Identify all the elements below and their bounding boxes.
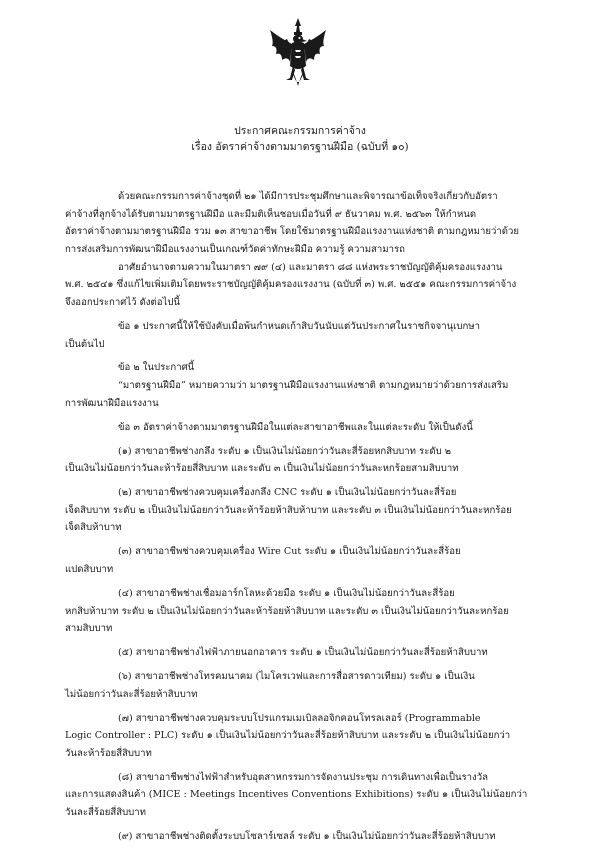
paragraph-line: เจ็ดสิบห้าบาท: [65, 522, 122, 533]
paragraph-line: เป็นต้นไป: [65, 339, 105, 350]
paragraph-line: ค่าจ้างที่ลูกจ้างได้รับตามมาตรฐานฝีมือ และมีมติเห็นชอบเมื่อวันที่ ๙ ธันวาคม พ.ศ. ๒๕๖๓ ให้กำหนด: [65, 209, 477, 220]
paragraph-line: จึงออกประกาศไว้ ดังต่อไปนี้: [65, 297, 180, 308]
clause-2: ข้อ ๒ ในประกาศนี้: [118, 362, 195, 373]
clause-3: ข้อ ๓ อัตราค่าจ้างตามมาตรฐานฝีมือในแต่ละสาขาอาชีพและในแต่ละระดับ ให้เป็นดังนี้: [118, 422, 473, 433]
item-5: (๕) สาขาอาชีพช่างไฟฟ้าภายนอกอาคาร ระดับ ๑ เป็นเงินไม่น้อยกว่าวันละสี่ร้อยห้าสิบบาท: [118, 647, 488, 658]
paragraph-line: การพัฒนาฝีมือแรงงาน: [65, 398, 159, 409]
paragraph-line: สามสิบบาท: [65, 623, 113, 634]
paragraph-line: อัตราค่าจ้างตามมาตรฐานฝีมือ รวม ๑๓ สาขาอาชีพ โดยใช้มาตรฐานฝีมือแรงงานแห่งชาติ ตามกฎหมายว่าด้วย: [65, 226, 520, 237]
item-9: (๙) สาขาอาชีพช่างติดตั้งระบบโซลาร์เซลล์ ระดับ ๑ เป็นเงินไม่น้อยกว่าวันละสี่ร้อยห้าสิบบาท: [118, 831, 496, 842]
garuda-emblem-icon: [266, 16, 330, 96]
paragraph-line: การส่งเสริมการพัฒนาฝีมือแรงงานเป็นเกณฑ์วัดค่าทักษะฝีมือ ความรู้ ความสามารถ: [65, 244, 405, 255]
paragraph-line: อาศัยอำนาจตามความในมาตรา ๗๙ (๔) และมาตรา ๘๘ แห่งพระราชบัญญัติคุ้มครองแรงงาน: [118, 262, 503, 273]
paragraph-line: แปดสิบบาท: [65, 564, 114, 575]
paragraph-line: เจ็ดสิบบาท ระดับ ๒ เป็นเงินไม่น้อยกว่าวันละห้าร้อยห้าสิบห้าบาท และระดับ ๓ เป็นเงินไม่น้อยกว่าวันละหกร้อย: [65, 505, 512, 516]
announcement-title: ประกาศคณะกรรมการค่าจ้าง: [234, 125, 366, 137]
item-6: (๖) สาขาอาชีพช่างโทรคมนาคม (ไมโครเวฟและการสื่อสารดาวเทียม) ระดับ ๑ เป็นเงิน: [118, 671, 475, 682]
item-7: (๗) สาขาอาชีพช่างควบคุมระบบโปรแกรมเมเบิลลอจิกคอนโทรลเลอร์ (Programmable: [118, 713, 481, 724]
clause-1: ข้อ ๑ ประกาศนี้ให้ใช้บังคับเมื่อพ้นกำหนดเก้าสิบวันนับแต่วันประกาศในราชกิจจานุเบกษา: [118, 321, 481, 332]
item-8: (๘) สาขาอาชีพช่างไฟฟ้าสำหรับอุตสาหกรรมการจัดงานประชุม การเดินทางเพื่อเป็นรางวัล: [118, 772, 489, 783]
item-3: (๓) สาขาอาชีพช่างควบคุมเครื่อง Wire Cut ระดับ ๑ เป็นเงินไม่น้อยกว่าวันละสี่ร้อย: [118, 546, 461, 557]
paragraph-line: ไม่น้อยกว่าวันละสี่ร้อยห้าสิบบาท: [65, 689, 198, 700]
announcement-subject: เรื่อง อัตราค่าจ้างตามมาตรฐานฝีมือ (ฉบับที่ ๑๐): [191, 141, 409, 153]
item-1: (๑) สาขาอาชีพช่างกลึง ระดับ ๑ เป็นเงินไม่น้อยกว่าวันละสี่ร้อยหกสิบบาท ระดับ ๒: [118, 446, 452, 457]
paragraph-line: และการแสดงสินค้า (MICE : Meetings Incentives Conventions Exhibitions) ระดับ ๑ เป็นเงินไม่น้อยกว่า: [65, 789, 528, 800]
definition-line: “มาตรฐานฝีมือ” หมายความว่า มาตรฐานฝีมือแรงงานแห่งชาติ ตามกฎหมายว่าด้วยการส่งเสริม: [118, 380, 509, 391]
paragraph-line: วันละห้าร้อยสี่สิบบาท: [65, 748, 152, 759]
paragraph-line: วันละสี่ร้อยสี่สิบบาท: [65, 807, 146, 818]
paragraph-line: Logic Controller : PLC) ระดับ ๑ เป็นเงินไม่น้อยกว่าวันละสี่ร้อยห้าสิบบาท และระดับ ๒ เป็นเงินไม่น้อยกว่า: [65, 730, 511, 741]
paragraph-line: เป็นเงินไม่น้อยกว่าวันละห้าร้อยสี่สิบบาท และระดับ ๓ เป็นเงินไม่น้อยกว่าวันละหกร้อยสามสิบบาท: [65, 463, 459, 474]
paragraph-line: หกสิบห้าบาท ระดับ ๒ เป็นเงินไม่น้อยกว่าวันละห้าร้อยห้าสิบบาท และระดับ ๓ เป็นเงินไม่น้อยกว่าวันละหกร้อย: [65, 606, 509, 617]
paragraph-line: ด้วยคณะกรรมการค่าจ้างชุดที่ ๒๑ ได้มีการประชุมศึกษาและพิจารณาข้อเท็จจริงเกี่ยวกับอัตรา: [118, 191, 498, 202]
item-4: (๔) สาขาอาชีพช่างเชื่อมอาร์กโลหะด้วยมือ ระดับ ๑ เป็นเงินไม่น้อยกว่าวันละสี่ร้อย: [118, 588, 455, 599]
paragraph-line: พ.ศ. ๒๕๔๑ ซึ่งแก้ไขเพิ่มเติมโดยพระราชบัญญัติคุ้มครองแรงงาน (ฉบับที่ ๓) พ.ศ. ๒๕๕๑ คณะกรรมการค่าจ้าง: [65, 279, 517, 290]
item-2: (๒) สาขาอาชีพช่างควบคุมเครื่องกลึง CNC ระดับ ๑ เป็นเงินไม่น้อยกว่าวันละสี่ร้อย: [118, 487, 457, 498]
